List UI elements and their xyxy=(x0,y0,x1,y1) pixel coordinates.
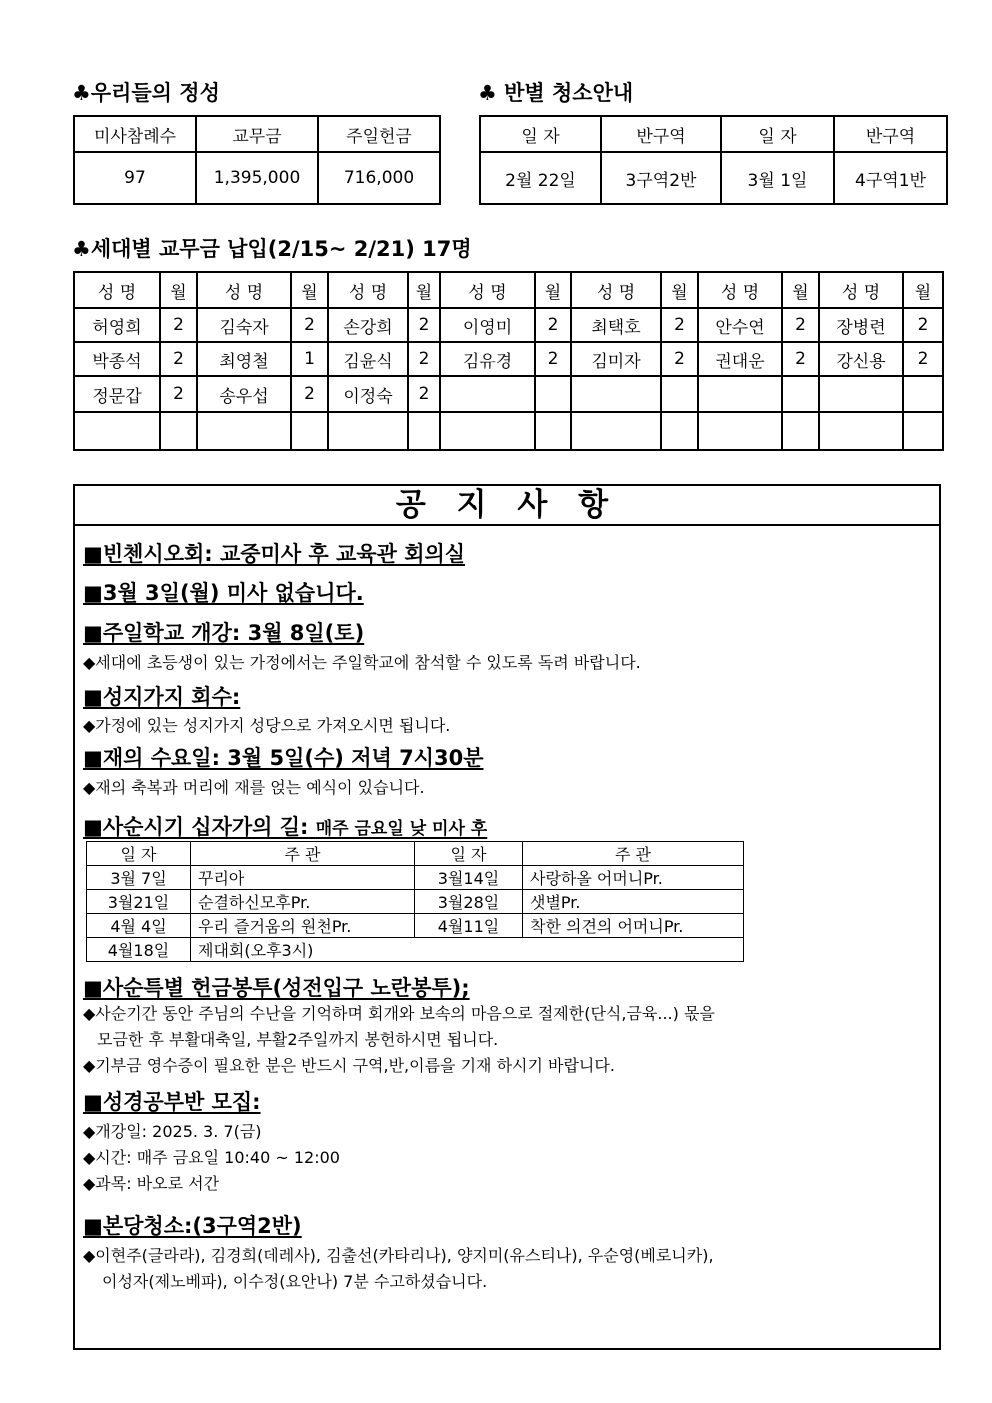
dues-month-cell xyxy=(661,376,698,412)
dues-month-cell: 2 xyxy=(535,308,571,342)
dues-title: ♣세대별 교무금 납입(2/15~ 2/21) 17명 xyxy=(72,237,472,261)
dues-header-name: 성 명 xyxy=(197,272,291,308)
notice-cleaning-names-2: 이성자(제노베파), 이수정(요안나) 7분 수고하셨습니다. xyxy=(102,1272,488,1291)
dues-row xyxy=(74,412,943,450)
dues-name-cell: 김숙자 xyxy=(197,308,291,342)
dues-header-name: 성 명 xyxy=(74,272,160,308)
stations-date: 3월14일 xyxy=(415,866,523,890)
cleaning-header-group1: 반구역 xyxy=(601,116,721,152)
cleaning-title: ♣ 반별 청소안내 xyxy=(478,81,634,105)
notice-vincent: ■빈첸시오회: 교중미사 후 교육관 회의실 xyxy=(83,542,466,566)
dues-month-cell xyxy=(160,412,197,450)
dues-name-cell xyxy=(819,376,903,412)
notice-bible-start: ◆개강일: 2025. 3. 7(금) xyxy=(83,1122,262,1141)
cleaning-value-date2: 3월 1일 xyxy=(721,152,834,204)
notice-ash-desc: ◆재의 축복과 머리에 재를 얹는 예식이 있습니다. xyxy=(83,778,425,797)
dues-month-cell: 2 xyxy=(408,376,440,412)
dues-header-month: 월 xyxy=(291,272,328,308)
notice-palm: ■성지가지 회수: xyxy=(83,685,241,709)
dues-month-cell: 2 xyxy=(782,308,819,342)
dues-header-row xyxy=(74,272,943,308)
dues-month-cell xyxy=(903,376,943,412)
notice-sunday-school-desc: ◆세대에 초등생이 있는 가정에서는 주일학교에 참석할 수 있도록 독려 바랍니다. xyxy=(83,653,641,672)
stations-header-date2: 일 자 xyxy=(415,842,523,866)
dues-row xyxy=(74,308,943,342)
notice-lent-envelope: ■사순특별 헌금봉투(성전입구 노란봉투); xyxy=(83,976,470,1000)
dues-name-cell: 송우섭 xyxy=(197,376,291,412)
offering-value-dues: 1,395,000 xyxy=(196,152,318,204)
notice-ash-wednesday: ■재의 수요일: 3월 5일(수) 저녁 7시30분 xyxy=(83,746,484,770)
dues-header-name: 성 명 xyxy=(819,272,903,308)
dues-month-cell: 2 xyxy=(903,308,943,342)
cleaning-value-date1: 2월 22일 xyxy=(480,152,601,204)
cleaning-header-date1: 일 자 xyxy=(480,116,601,152)
dues-name-cell: 최영철 xyxy=(197,342,291,376)
dues-row xyxy=(74,342,943,376)
dues-header-name: 성 명 xyxy=(571,272,661,308)
stations-date: 4월11일 xyxy=(415,914,523,938)
dues-header-name: 성 명 xyxy=(698,272,782,308)
dues-name-cell: 김윤식 xyxy=(328,342,408,376)
dues-month-cell xyxy=(408,412,440,450)
dues-month-cell xyxy=(903,412,943,450)
notice-title: 공 지 사 항 xyxy=(75,486,939,526)
dues-table xyxy=(73,271,944,451)
stations-date: 3월28일 xyxy=(415,890,523,914)
dues-month-cell: 2 xyxy=(160,342,197,376)
offering-value-sunday: 716,000 xyxy=(318,152,440,204)
dues-month-cell: 2 xyxy=(661,308,698,342)
dues-header-month: 월 xyxy=(903,272,943,308)
dues-name-cell xyxy=(571,376,661,412)
dues-name-cell xyxy=(698,412,782,450)
notice-palm-desc: ◆가정에 있는 성지가지 성당으로 가져오시면 됩니다. xyxy=(83,716,451,735)
dues-month-cell: 2 xyxy=(408,342,440,376)
dues-month-cell: 2 xyxy=(160,308,197,342)
dues-name-cell xyxy=(440,412,535,450)
stations-row xyxy=(87,866,744,890)
dues-name-cell xyxy=(698,376,782,412)
dues-month-cell: 2 xyxy=(903,342,943,376)
stations-host: 순결하신모후Pr. xyxy=(191,890,415,914)
stations-header-host1: 주 관 xyxy=(191,842,415,866)
notice-bible-subject: ◆과목: 바오로 서간 xyxy=(83,1174,220,1193)
cleaning-table xyxy=(479,115,948,205)
dues-header-month: 월 xyxy=(661,272,698,308)
stations-date: 3월 7일 xyxy=(87,866,191,890)
dues-header-month: 월 xyxy=(160,272,197,308)
notice-no-mass: ■3월 3일(월) 미사 없습니다. xyxy=(83,581,364,605)
dues-name-cell: 김유경 xyxy=(440,342,535,376)
offering-value-attendance: 97 xyxy=(74,152,196,204)
dues-name-cell xyxy=(571,412,661,450)
dues-header-month: 월 xyxy=(782,272,819,308)
dues-name-cell xyxy=(819,412,903,450)
stations-host: 제대회(오후3시) xyxy=(191,938,744,962)
dues-month-cell xyxy=(291,412,328,450)
dues-month-cell xyxy=(535,412,571,450)
dues-month-cell: 2 xyxy=(291,376,328,412)
notice-bible-time: ◆시간: 매주 금요일 10:40 ~ 12:00 xyxy=(83,1148,340,1167)
dues-name-cell: 손강희 xyxy=(328,308,408,342)
offering-table xyxy=(73,115,441,205)
dues-header-month: 월 xyxy=(535,272,571,308)
cleaning-header-group2: 반구역 xyxy=(834,116,947,152)
dues-name-cell xyxy=(440,376,535,412)
dues-row xyxy=(74,376,943,412)
cleaning-header-date2: 일 자 xyxy=(721,116,834,152)
offering-header-sunday: 주일헌금 xyxy=(318,116,440,152)
dues-month-cell: 2 xyxy=(160,376,197,412)
dues-month-cell: 1 xyxy=(291,342,328,376)
offering-header-attendance: 미사참례수 xyxy=(74,116,196,152)
stations-title: ■사순시기 십자가의 길: xyxy=(83,815,309,839)
offering-header-dues: 교무금 xyxy=(196,116,318,152)
stations-subtitle: 매주 금요일 낮 미사 후 xyxy=(315,819,488,839)
dues-month-cell xyxy=(782,412,819,450)
dues-month-cell: 2 xyxy=(535,342,571,376)
notice-church-cleaning: ■본당청소:(3구역2반) xyxy=(83,1214,302,1238)
cleaning-value-group2: 4구역1반 xyxy=(834,152,947,204)
dues-name-cell xyxy=(197,412,291,450)
dues-month-cell xyxy=(661,412,698,450)
notice-box xyxy=(73,484,941,1350)
stations-date: 4월18일 xyxy=(87,938,191,962)
offering-title: ♣우리들의 정성 xyxy=(72,81,220,105)
dues-name-cell: 김미자 xyxy=(571,342,661,376)
dues-name-cell xyxy=(74,412,160,450)
dues-name-cell: 장병련 xyxy=(819,308,903,342)
stations-row xyxy=(87,938,744,962)
dues-name-cell: 이영미 xyxy=(440,308,535,342)
notice-cleaning-names-1: ◆이현주(글라라), 김경희(데레사), 김출선(카타리나), 양지미(유스티나), 우순영(베로니카), xyxy=(83,1246,714,1265)
dues-name-cell: 최택호 xyxy=(571,308,661,342)
notice-bible-study: ■성경공부반 모집: xyxy=(83,1090,261,1114)
dues-name-cell xyxy=(328,412,408,450)
cleaning-value-group1: 3구역2반 xyxy=(601,152,721,204)
stations-header-date1: 일 자 xyxy=(87,842,191,866)
stations-host: 샛별Pr. xyxy=(523,890,744,914)
dues-name-cell: 정문갑 xyxy=(74,376,160,412)
dues-month-cell: 2 xyxy=(408,308,440,342)
stations-date: 3월21일 xyxy=(87,890,191,914)
stations-table xyxy=(86,841,744,962)
dues-header-name: 성 명 xyxy=(440,272,535,308)
stations-row xyxy=(87,890,744,914)
dues-name-cell: 허영희 xyxy=(74,308,160,342)
notice-lent-desc-3: ◆기부금 영수증이 필요한 분은 반드시 구역,반,이름을 기재 하시기 바랍니다. xyxy=(83,1056,615,1075)
stations-header-host2: 주 관 xyxy=(523,842,744,866)
dues-name-cell: 안수연 xyxy=(698,308,782,342)
dues-month-cell: 2 xyxy=(291,308,328,342)
stations-host: 우리 즐거움의 원천Pr. xyxy=(191,914,415,938)
notice-sunday-school: ■주일학교 개강: 3월 8일(토) xyxy=(83,621,365,645)
dues-month-cell: 2 xyxy=(661,342,698,376)
dues-name-cell: 권대운 xyxy=(698,342,782,376)
stations-date: 4월 4일 xyxy=(87,914,191,938)
notice-stations xyxy=(83,811,487,841)
dues-name-cell: 강신용 xyxy=(819,342,903,376)
stations-row xyxy=(87,914,744,938)
stations-host: 착한 의견의 어머니Pr. xyxy=(523,914,744,938)
dues-header-month: 월 xyxy=(408,272,440,308)
notice-lent-desc-2: 모금한 후 부활대축일, 부활2주일까지 봉헌하시면 됩니다. xyxy=(97,1030,499,1049)
dues-name-cell: 이정숙 xyxy=(328,376,408,412)
dues-header-name: 성 명 xyxy=(328,272,408,308)
stations-host: 꾸리아 xyxy=(191,866,415,890)
dues-month-cell xyxy=(782,376,819,412)
dues-name-cell: 박종석 xyxy=(74,342,160,376)
stations-host: 사랑하올 어머니Pr. xyxy=(523,866,744,890)
notice-lent-desc-1: ◆사순기간 동안 주님의 수난을 기억하며 회개와 보속의 마음으로 절제한(단식,금육...) 몫을 xyxy=(83,1004,715,1023)
dues-month-cell: 2 xyxy=(782,342,819,376)
dues-month-cell xyxy=(535,376,571,412)
